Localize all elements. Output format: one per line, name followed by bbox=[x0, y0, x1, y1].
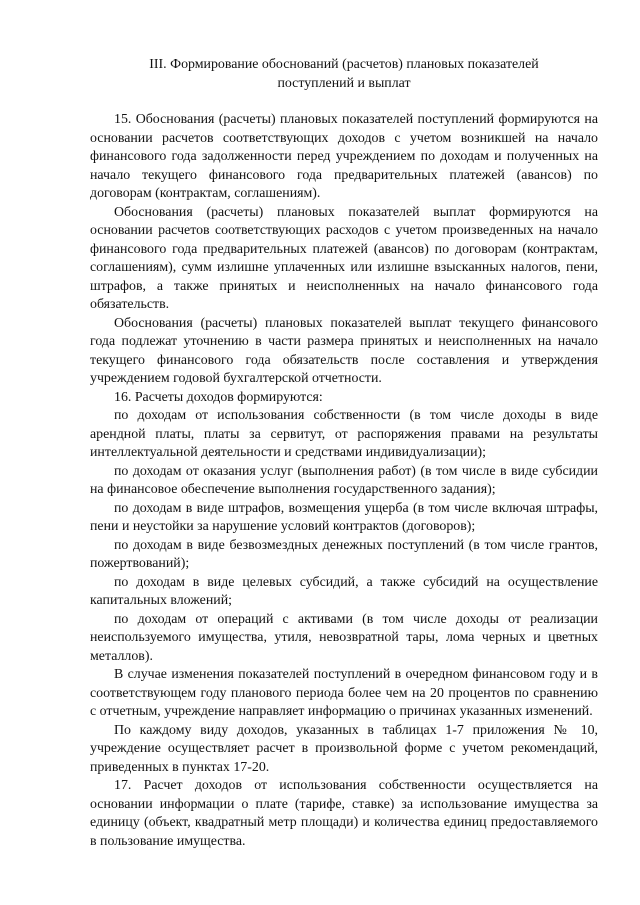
paragraph-15-revenue-justification: 15. Обоснования (расчеты) плановых показателей поступлений формируются на основании расчетов соответствующих доходов с учетом возникшей на начало финансового года задолженности перед учреждением по доходам и полученных на начало текущего финансового года предварительных платежей (авансов) по договорам (контрактам, соглашениям). bbox=[90, 112, 598, 201]
list-item-subsidies-income: по доходам в виде целевых субсидий, а также субсидий на осуществление капитальных вложений; bbox=[90, 574, 598, 608]
document-page bbox=[90, 56, 598, 851]
section-title-line-2: поступлений и выплат bbox=[277, 75, 411, 91]
list-item-property-income: по доходам от использования собственности (в том числе доходы в виде арендной платы, платы за сервитут, от распоряжения правами на результаты интеллектуальной деятельности и средствами индивидуализации); bbox=[90, 408, 598, 460]
paragraph-payments-refinement: Обоснования (расчеты) плановых показателей выплат текущего финансового года подлежат уточнению в части размера принятых и неисполненных на начало текущего финансового года обязательств после составления и утверждения учреждением годовой бухгалтерской отчетности. bbox=[90, 315, 598, 386]
paragraph-changes-over-20-percent: В случае изменения показателей поступлений в очередном финансовом году и в соответствующем году планового периода более чем на 20 процентов по сравнению с отчетным, учреждение направляет информацию о причинах указанных изменений. bbox=[90, 667, 598, 719]
paragraph-16-income-calculations: 16. Расчеты доходов формируются: bbox=[114, 389, 323, 405]
paragraph-tables-appendix-10: По каждому виду доходов, указанных в таблицах 1-7 приложения № 10, учреждение осуществляет расчет в произвольной форме с учетом рекомендаций, приведенных в пунктах 17-20. bbox=[90, 722, 598, 775]
list-item-services-income: по доходам от оказания услуг (выполнения работ) (в том числе в виде субсидии на финансовое обеспечение выполнения государственного задания); bbox=[90, 463, 598, 497]
list-item-fines-income: по доходам в виде штрафов, возмещения ущерба (в том числе включая штрафы, пени и неустойки за нарушение условий контрактов (договоров); bbox=[90, 500, 598, 534]
list-item-assets-income: по доходам от операций с активами (в том числе доходы от реализации неиспользуемого имущества, утиля, невозвратной тары, лома черных и цветных металлов). bbox=[90, 611, 598, 664]
section-title-line-1: III. Формирование обоснований (расчетов) плановых показателей bbox=[149, 57, 539, 72]
list-item-grants-income: по доходам в виде безвозмездных денежных поступлений (в том числе грантов, пожертвований); bbox=[90, 537, 598, 571]
paragraph-payments-justification: Обоснования (расчеты) плановых показателей выплат формируются на основании расчетов соответствующих расходов с учетом произведенных на начало финансового года предварительных платежей (авансов) по договорам (контрактам, соглашениям), сумм излишне уплаченных или излишне взысканных налогов, пени, штрафов, а также принятых и неисполненных на начало финансового года обязательств. bbox=[90, 204, 598, 312]
paragraph-17-property-income-calculation: 17. Расчет доходов от использования собственности осуществляется на основании информации о плате (тарифе, ставке) за использование имущества за единицу (объект, квадратный метр площади) и количества единиц предоставляемого в пользование имущества. bbox=[90, 778, 598, 849]
section-title bbox=[90, 56, 598, 93]
